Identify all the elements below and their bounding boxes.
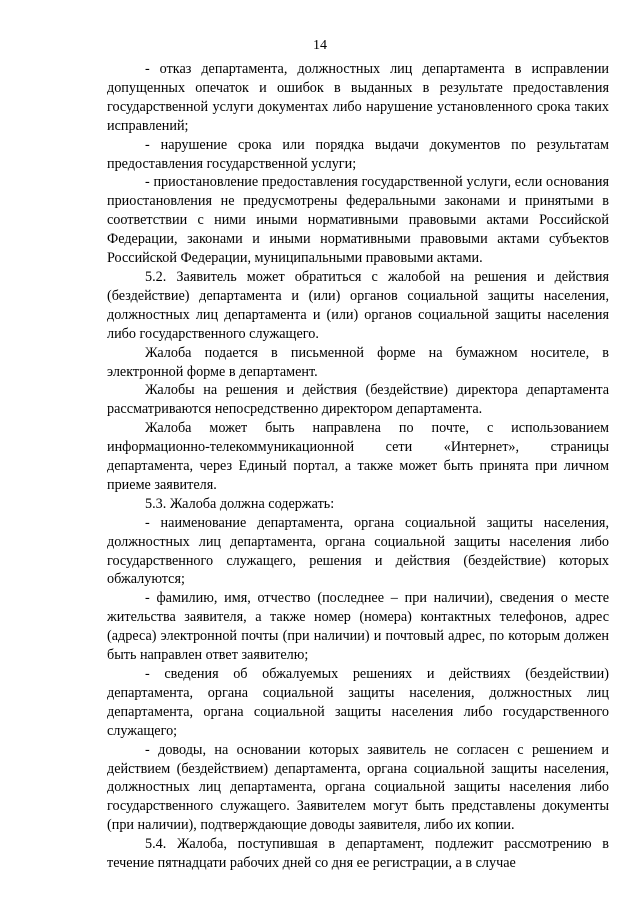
page-number: 14	[313, 38, 327, 53]
paragraph: 5.4. Жалоба, поступившая в департамент, подлежит рассмотрению в течение пятнадцати рабочих дней со дня ее регистрации, а в случае	[107, 836, 609, 872]
paragraph: - доводы, на основании которых заявитель не согласен с решением и действием (бездействием) департамента, органа социальной защиты населения, должностных лиц департамента, органа социальной защиты населения либо государственного служащего. Заявителем могут быть представлены документы (при наличии), подтверждающие доводы заявителя, либо их копии.	[107, 741, 609, 834]
paragraph: Жалобы на решения и действия (бездействие) директора департамента рассматриваются непосредственно директором департамента.	[107, 382, 609, 418]
paragraph: - наименование департамента, органа социальной защиты населения, должностных лиц департамента, органа социальной защиты населения либо государственного служащего, решения и действия (бездействие) которых обжалуются;	[107, 514, 609, 588]
paragraph: - сведения об обжалуемых решениях и действиях (бездействии) департамента, органа социальной защиты населения, должностных лиц департамента, органа социальной защиты населения либо государственного служащего;	[107, 666, 609, 739]
paragraph: 5.2. Заявитель может обратиться с жалобой на решения и действия (бездействие) департамента и (или) органов социальной защиты населения, должностных лиц департамента и (или) органов социальной защиты населения либо государственного служащего.	[107, 268, 609, 342]
paragraph: Жалоба может быть направлена по почте, с использованием информационно-телекоммуникационной сети «Интернет», страницы департамента, через Единый портал, а также может быть принята при личном приеме заявителя.	[107, 420, 609, 493]
paragraph: - фамилию, имя, отчество (последнее – при наличии), сведения о месте жительства заявителя, а также номер (номера) контактных телефонов, адрес (адреса) электронной почты (при наличии) и почтовый адрес, по которым должен быть направлен ответ заявителю;	[107, 590, 609, 664]
paragraph: - нарушение срока или порядка выдачи документов по результатам предоставления государственной услуги;	[107, 136, 609, 172]
paragraph: Жалоба подается в письменной форме на бумажном носителе, в электронной форме в департамент.	[107, 344, 609, 380]
paragraph: - отказ департамента, должностных лиц департамента в исправлении допущенных опечаток и ошибок в выданных в результате предоставления государственной услуги документах либо нарушение установленного срока таких исправлений;	[107, 61, 609, 134]
paragraph: 5.3. Жалоба должна содержать:	[145, 495, 335, 512]
document-body	[107, 60, 609, 873]
paragraph: - приостановление предоставления государственной услуги, если основания приостановления не предусмотрены федеральными законами и принятыми в соответствии с ними иными нормативными правовыми актами Российской Федерации, законами и иными нормативными правовыми актами субъектов Российской Федерации, муниципальными правовыми актами.	[107, 174, 609, 267]
